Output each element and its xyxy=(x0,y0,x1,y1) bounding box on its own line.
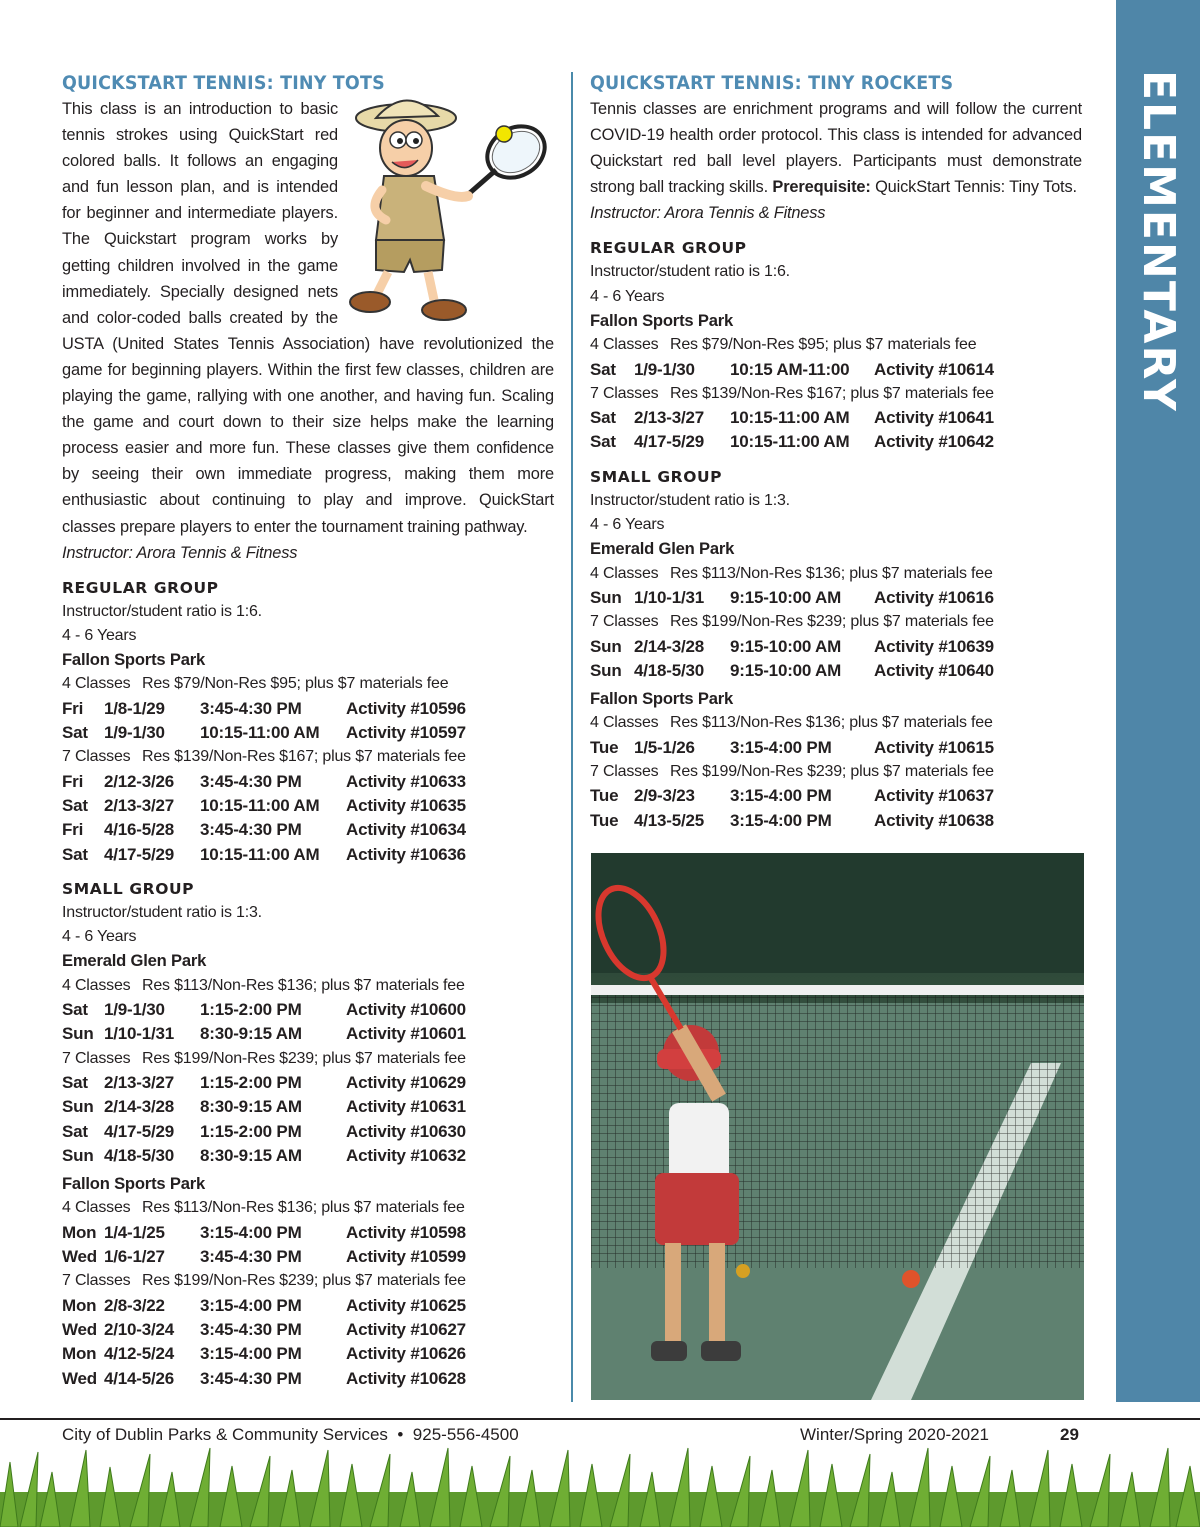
session-row: Sat 2/13-3/27 1:15-2:00 PM Activity #10629 xyxy=(62,1072,466,1092)
session-row: Mon 4/12-5/24 3:15-4:00 PM Activity #10626 xyxy=(62,1344,466,1364)
session-row: Wed 2/10-3/24 3:45-4:30 PM Activity #10627 xyxy=(62,1319,466,1339)
tiny-tots-column xyxy=(62,70,554,1391)
fee-line: 4 Classes Res $113/Non-Res $136; plus $7 materials fee xyxy=(62,976,465,994)
fee-line: 4 Classes Res $79/Non-Res $95; plus $7 materials fee xyxy=(62,675,449,693)
session-row: Tue 4/13-5/25 3:15-4:00 PM Activity #10638 xyxy=(590,810,994,830)
fee-line: 4 Classes Res $113/Non-Res $136; plus $7 materials fee xyxy=(590,714,993,732)
column-divider xyxy=(571,72,573,1402)
ratio-text: Instructor/student ratio is 1:3. xyxy=(590,491,790,509)
ages-text: 4 - 6 Years xyxy=(590,516,665,534)
session-row: Fri 2/12-3/26 3:45-4:30 PM Activity #10633 xyxy=(62,771,466,791)
fee-line: 4 Classes Res $113/Non-Res $136; plus $7 materials fee xyxy=(62,1199,465,1217)
page-number: 29 xyxy=(1060,1425,1079,1444)
section-sidebar xyxy=(1116,0,1200,1402)
ages-text: 4 - 6 Years xyxy=(62,626,137,644)
footer-season: Winter/Spring 2020-2021 xyxy=(800,1425,990,1444)
prerequisite-label: Prerequisite: xyxy=(772,178,871,197)
session-row: Sat 4/17-5/29 10:15-11:00 AM Activity #10636 xyxy=(62,844,466,864)
tiny-rockets-instructor: Instructor: Arora Tennis & Fitness xyxy=(590,204,826,223)
session-row: Sun 4/18-5/30 8:30-9:15 AM Activity #10632 xyxy=(62,1145,466,1165)
grass-border xyxy=(0,1442,1200,1527)
ratio-text: Instructor/student ratio is 1:6. xyxy=(590,263,790,281)
fee-line: 7 Classes Res $199/Non-Res $239; plus $7 materials fee xyxy=(62,1049,466,1067)
small-group-heading: SMALL GROUP xyxy=(590,467,723,486)
session-row: Sat 2/13-3/27 10:15-11:00 AM Activity #10635 xyxy=(62,795,466,815)
session-row: Sat 2/13-3/27 10:15-11:00 AM Activity #10641 xyxy=(590,408,994,428)
footer-rule xyxy=(0,1418,1200,1420)
session-row: Sun 4/18-5/30 9:15-10:00 AM Activity #10640 xyxy=(590,660,994,680)
session-row: Sat 4/17-5/29 1:15-2:00 PM Activity #10630 xyxy=(62,1121,466,1141)
tiny-rockets-title: QUICKSTART TENNIS: TINY ROCKETS xyxy=(590,72,954,94)
session-row: Mon 1/4-1/25 3:15-4:00 PM Activity #10598 xyxy=(62,1222,466,1242)
ratio-text: Instructor/student ratio is 1:6. xyxy=(62,602,262,620)
prerequisite-text: QuickStart Tennis: Tiny Tots. xyxy=(875,178,1077,197)
session-row: Sat 1/9-1/30 1:15-2:00 PM Activity #10600 xyxy=(62,1000,466,1020)
session-row: Fri 1/8-1/29 3:45-4:30 PM Activity #10596 xyxy=(62,698,466,718)
fee-line: 4 Classes Res $113/Non-Res $136; plus $7 materials fee xyxy=(590,564,993,582)
session-row: Wed 1/6-1/27 3:45-4:30 PM Activity #10599 xyxy=(62,1247,466,1267)
session-row: Mon 2/8-3/22 3:15-4:00 PM Activity #10625 xyxy=(62,1295,466,1315)
small-group-heading: SMALL GROUP xyxy=(62,879,195,898)
session-row: Sat 4/17-5/29 10:15-11:00 AM Activity #10642 xyxy=(590,432,994,452)
fee-line: 7 Classes Res $199/Non-Res $239; plus $7 materials fee xyxy=(590,763,994,781)
tiny-rockets-description: Tennis classes are enrichment programs and will follow the current COVID-19 health order protocol. This class is intended for advanced Quickstart red ball level players. Participants must demonstrate strong ball tracking skills. Prerequisite: QuickStart Tennis: Tiny Tots. xyxy=(590,100,1082,197)
ratio-text: Instructor/student ratio is 1:3. xyxy=(62,903,262,921)
fee-line: 7 Classes Res $139/Non-Res $167; plus $7 materials fee xyxy=(62,748,466,766)
section-label: ELEMENTARY xyxy=(1133,70,1184,413)
regular-group-heading: REGULAR GROUP xyxy=(62,578,219,597)
ages-text: 4 - 6 Years xyxy=(590,287,665,305)
session-row: Sun 1/10-1/31 9:15-10:00 AM Activity #10616 xyxy=(590,587,994,607)
tiny-tots-instructor: Instructor: Arora Tennis & Fitness xyxy=(62,543,298,562)
child-tennis-photo xyxy=(591,853,1084,1400)
park-name: Fallon Sports Park xyxy=(62,650,206,670)
fee-line: 4 Classes Res $79/Non-Res $95; plus $7 materials fee xyxy=(590,336,977,354)
session-row: Sat 1/9-1/30 10:15-11:00 AM Activity #10597 xyxy=(62,723,466,743)
fee-line: 7 Classes Res $199/Non-Res $239; plus $7 materials fee xyxy=(62,1272,466,1290)
park-name: Fallon Sports Park xyxy=(590,310,734,330)
fee-line: 7 Classes Res $139/Non-Res $167; plus $7 materials fee xyxy=(590,384,994,402)
fee-line: 7 Classes Res $199/Non-Res $239; plus $7 materials fee xyxy=(590,613,994,631)
tiny-tots-title: QUICKSTART TENNIS: TINY TOTS xyxy=(62,72,385,94)
park-name: Fallon Sports Park xyxy=(62,1174,206,1194)
park-name: Emerald Glen Park xyxy=(590,539,735,559)
session-row: Tue 1/5-1/26 3:15-4:00 PM Activity #10615 xyxy=(590,737,994,757)
session-row: Sun 2/14-3/28 8:30-9:15 AM Activity #10631 xyxy=(62,1097,466,1117)
session-row: Sun 2/14-3/28 9:15-10:00 AM Activity #10639 xyxy=(590,636,994,656)
session-row: Fri 4/16-5/28 3:45-4:30 PM Activity #10634 xyxy=(62,820,466,840)
park-name: Emerald Glen Park xyxy=(62,951,207,971)
session-row: Sun 1/10-1/31 8:30-9:15 AM Activity #10601 xyxy=(62,1024,466,1044)
tennis-explorer-cartoon-icon xyxy=(346,90,564,326)
regular-group-heading: REGULAR GROUP xyxy=(590,239,747,258)
session-row: Wed 4/14-5/26 3:45-4:30 PM Activity #10628 xyxy=(62,1368,466,1388)
session-row: Tue 2/9-3/23 3:15-4:00 PM Activity #10637 xyxy=(590,786,994,806)
ages-text: 4 - 6 Years xyxy=(62,928,137,946)
tiny-tots-description: This class is an introduction to basic tennis strokes using QuickStart red colored balls. It follows an engaging and fun lesson plan, and is intended for beginner and intermediate players. The Quickstart program works by getting children involved in the game immediately. Specially designed nets and color-coded balls created by the USTA (United States Tennis Association) have revolutionized the game for beginning players. Within the first few classes, children are playing the game, rallying with one another, and having fun. Scaling the game and court down to their size helps make the learning process easier and more fun. These classes give them confidence by seeing their own immediate progress, making them more enthusiastic about continuing to play and improve. QuickStart classes prepare players to enter the tournament training pathway. xyxy=(62,100,554,536)
park-name: Fallon Sports Park xyxy=(590,689,734,709)
session-row: Sat 1/9-1/30 10:15 AM-11:00 Activity #10614 xyxy=(590,359,994,379)
tiny-rockets-column xyxy=(590,70,1082,833)
footer-org: City of Dublin Parks & Community Services • 925-556-4500 xyxy=(62,1425,519,1444)
